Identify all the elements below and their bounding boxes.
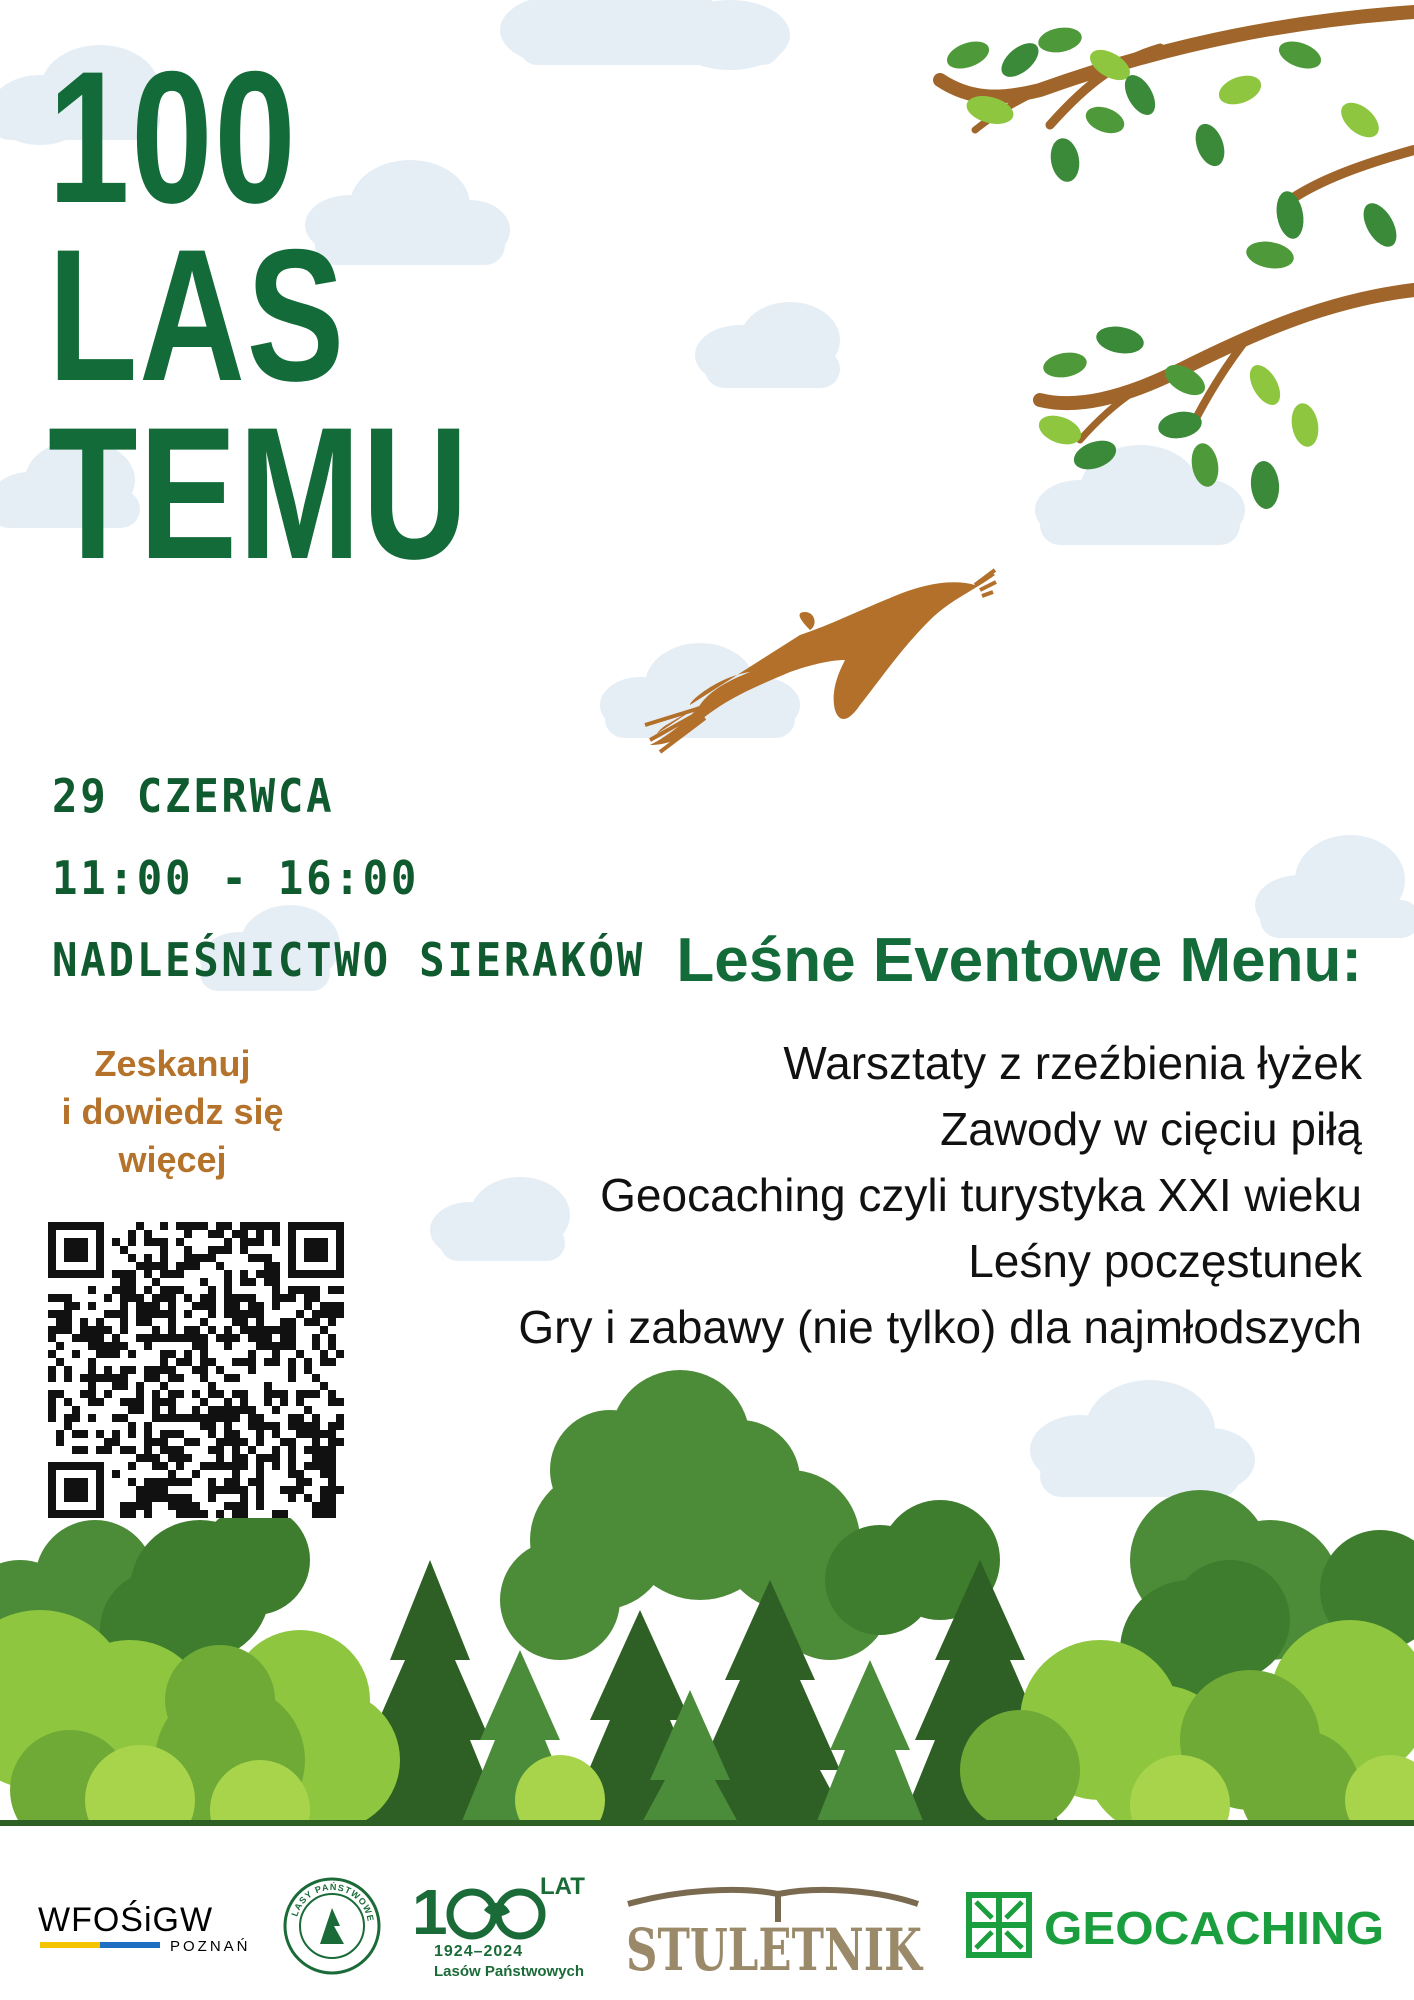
- title-line-3: TEMU: [48, 388, 470, 598]
- title-line-1: 100: [48, 32, 298, 242]
- oak-leaf-icon: [484, 1903, 510, 1917]
- menu-item: Leśny poczęstunek: [968, 1235, 1362, 1287]
- menu-item: Geocaching czyli turystyka XXI wieku: [600, 1169, 1362, 1221]
- scan-line-1: Zeskanuj: [94, 1043, 251, 1084]
- tree-icon: [320, 1908, 344, 1944]
- event-place: NADLEŚNICTWO SIERAKÓW: [52, 933, 646, 987]
- wfosigw-name: WFOŚiGW: [38, 1901, 214, 1939]
- cloud: [695, 302, 840, 388]
- cloud: [1255, 835, 1414, 938]
- geocaching-logo: [962, 1886, 1392, 1966]
- scan-line-3: więcej: [118, 1139, 227, 1180]
- menu-item: Gry i zabawy (nie tylko) dla najmłodszych: [518, 1301, 1362, 1353]
- menu-item: Zawody w cięciu piłą: [940, 1103, 1362, 1155]
- stuletnik-logo: [618, 1882, 930, 1984]
- menu-title: Leśne Eventowe Menu:: [676, 926, 1362, 995]
- event-time: 11:00 - 16:00: [52, 851, 420, 905]
- title-line-2: LAS: [48, 210, 346, 420]
- event-info: [52, 755, 697, 1001]
- 100-lat-logo: [412, 1872, 587, 1982]
- scan-prompt: [60, 1040, 285, 1184]
- lasy-panstwowe-logo: [282, 1876, 382, 1976]
- geocaching-name: GEOCACHING: [1044, 1902, 1384, 1954]
- wfosigw-logo: [38, 1896, 253, 1966]
- menu-list: [518, 1030, 1362, 1360]
- cloud: [1030, 1380, 1255, 1497]
- years-label: 1924–2024: [434, 1943, 524, 1960]
- scan-line-2: i dowiedz się: [61, 1091, 284, 1132]
- wfosigw-sub: POZNAŃ: [170, 1938, 251, 1955]
- poster-title: [48, 32, 589, 598]
- lasy-ring-text: LASY PAŃSTWOWE: [289, 1881, 376, 1923]
- event-date: 29 CZERWCA: [52, 769, 335, 823]
- lasow-label: Lasów Państwowych: [434, 1963, 585, 1980]
- qr-code[interactable]: [48, 1222, 344, 1518]
- menu-item: Warsztaty z rzeźbienia łyżek: [783, 1037, 1362, 1089]
- sponsor-footer: [0, 1826, 1414, 2000]
- svg-text:1: 1: [412, 1876, 448, 1948]
- lat-label: LAT: [540, 1873, 585, 1900]
- stuletnik-name: STULETNIK: [626, 1916, 924, 1984]
